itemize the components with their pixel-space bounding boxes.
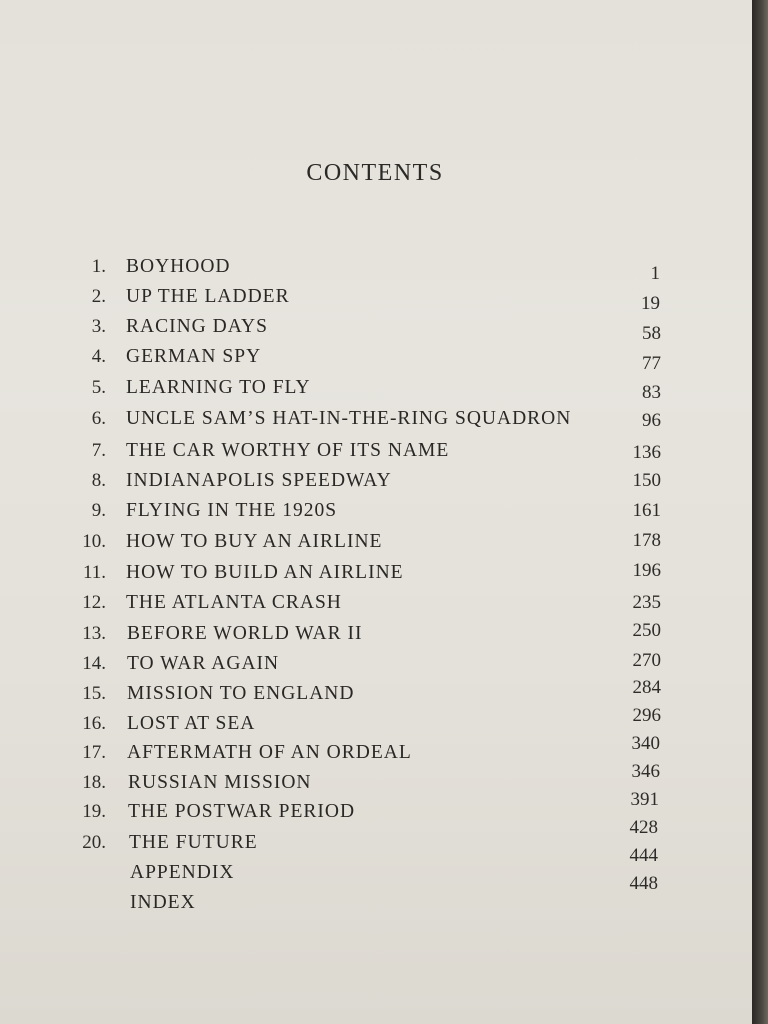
chapter-number: 14. (82, 653, 106, 674)
chapter-number: 2. (91, 286, 106, 307)
page-number: 296 (632, 705, 661, 726)
chapter-title: GERMAN SPY (126, 346, 262, 367)
page-number: 178 (632, 530, 661, 551)
chapter-number: 3. (91, 316, 106, 337)
chapter-title: LOST AT SEA (127, 713, 256, 734)
chapter-number: 16. (82, 713, 106, 734)
chapter-title: UP THE LADDER (126, 286, 290, 307)
page-number: 448 (629, 873, 658, 894)
chapter-title: HOW TO BUILD AN AIRLINE (126, 562, 404, 583)
chapter-number: 7. (91, 440, 106, 461)
chapter-title: INDEX (130, 892, 196, 913)
chapter-title: RACING DAYS (126, 316, 268, 337)
chapter-title: THE FUTURE (129, 832, 258, 853)
chapter-number: 12. (82, 592, 106, 613)
chapter-number: 11. (82, 562, 106, 583)
chapter-number: 6. (91, 408, 106, 429)
chapter-number: 18. (82, 772, 106, 793)
page-number: 346 (631, 761, 660, 782)
chapter-number: 13. (82, 623, 106, 644)
page-number: 444 (629, 845, 658, 866)
chapter-number: 1. (91, 256, 106, 277)
chapter-number: 15. (82, 683, 106, 704)
page-number: 196 (632, 560, 661, 581)
page-number: 19 (641, 293, 660, 314)
chapter-title: THE ATLANTA CRASH (126, 592, 342, 613)
page-number: 58 (642, 323, 661, 344)
chapter-number: 4. (91, 346, 106, 367)
chapter-number: 19. (82, 801, 106, 822)
contents-heading: CONTENTS (306, 160, 444, 186)
page-number: 428 (629, 817, 658, 838)
chapter-title: INDIANAPOLIS SPEEDWAY (126, 470, 392, 491)
page-number: 340 (631, 733, 660, 754)
chapter-title: UNCLE SAM’S HAT-IN-THE-RING SQUADRON (126, 408, 572, 429)
chapter-title: TO WAR AGAIN (127, 653, 280, 674)
page-number: 1 (650, 263, 660, 284)
chapter-title: FLYING IN THE 1920S (126, 500, 338, 521)
chapter-number: 8. (91, 470, 106, 491)
chapter-title: RUSSIAN MISSION (128, 772, 312, 793)
page-number: 250 (632, 620, 661, 641)
chapter-title: THE POSTWAR PERIOD (128, 801, 356, 822)
chapter-title: HOW TO BUY AN AIRLINE (126, 531, 383, 552)
chapter-number: 20. (82, 832, 106, 853)
page-number: 161 (632, 500, 661, 521)
chapter-title: BEFORE WORLD WAR II (127, 623, 363, 644)
page-number: 150 (632, 470, 661, 491)
chapter-title: AFTERMATH OF AN ORDEAL (127, 742, 412, 763)
page-number: 136 (632, 442, 661, 463)
chapter-title: MISSION TO ENGLAND (127, 683, 355, 704)
book-edge (752, 0, 768, 1024)
page-number: 391 (630, 789, 659, 810)
chapter-number: 17. (82, 742, 106, 763)
page-number: 83 (642, 382, 661, 403)
chapter-title: LEARNING TO FLY (126, 377, 311, 398)
chapter-title: THE CAR WORTHY OF ITS NAME (126, 440, 450, 461)
chapter-number: 5. (91, 377, 106, 398)
chapter-number: 10. (82, 531, 106, 552)
chapter-number: 9. (91, 500, 106, 521)
page-number: 96 (642, 410, 661, 431)
chapter-title: BOYHOOD (126, 256, 231, 277)
page-number: 235 (632, 592, 661, 613)
page-number: 77 (642, 353, 661, 374)
page-number: 284 (632, 677, 661, 698)
page-number: 270 (632, 650, 661, 671)
chapter-title: APPENDIX (130, 862, 235, 883)
